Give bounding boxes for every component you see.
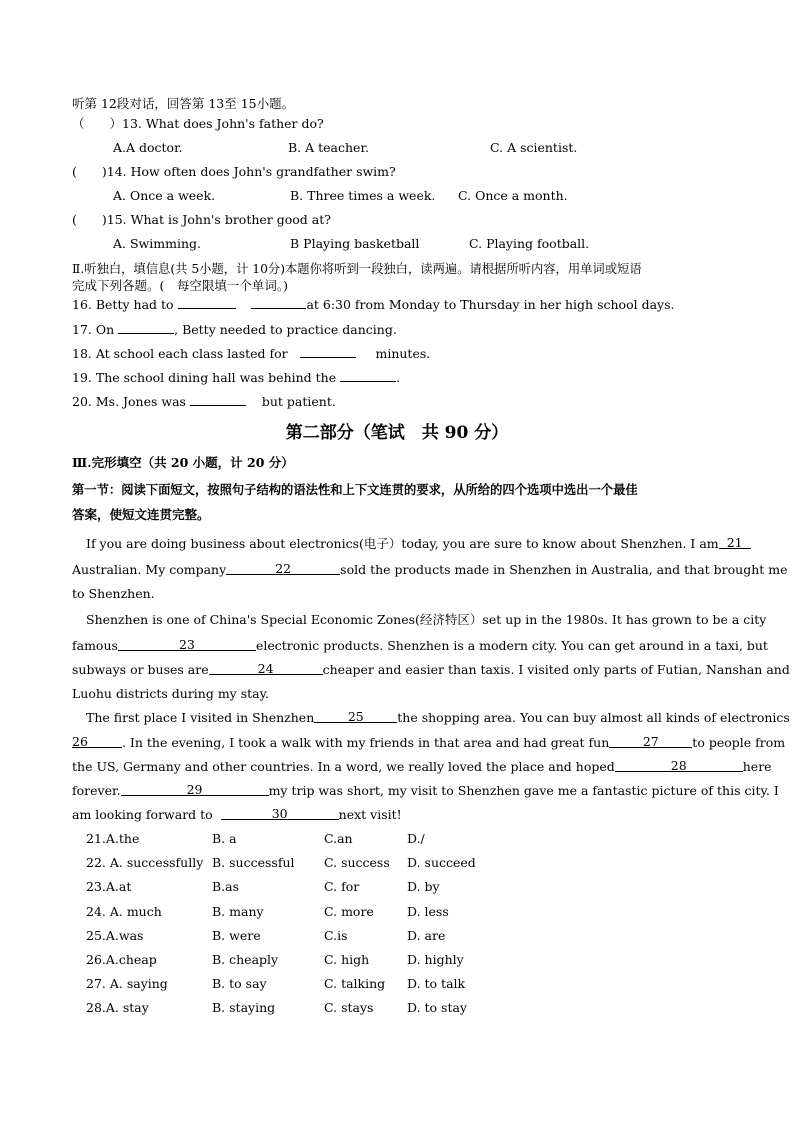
option[interactable]: D. less xyxy=(407,904,449,919)
q14-option-c: C. Once a month. xyxy=(458,188,568,203)
question-13: （ ）13. What does John's father do? xyxy=(72,116,324,131)
blank-25[interactable]: 25 xyxy=(314,710,397,723)
passage-line: Luohu districts during my stay. xyxy=(72,686,269,701)
section2-heading: Ⅱ.听独白，填信息(共 5小题，计 10分)本题你将听到一段独白，读两遍。请根据所听内容，用单词或短语 xyxy=(72,262,642,276)
answer-paren[interactable]: ( ) xyxy=(72,164,107,179)
passage-line: Shenzhen is one of China's Special Economic Zones(经济特区）set up in the 1980s. It has grown to be a city xyxy=(86,612,767,627)
answer-paren[interactable]: （ ） xyxy=(72,116,123,131)
option[interactable]: D. to stay xyxy=(407,1000,467,1015)
q14-option-a: A. Once a week. xyxy=(113,188,216,203)
option[interactable]: C. success xyxy=(324,855,390,870)
passage-line: to Shenzhen. xyxy=(72,586,155,601)
option[interactable]: B. successful xyxy=(212,855,295,870)
option[interactable]: 25.A.was xyxy=(86,928,144,943)
blank-18[interactable] xyxy=(300,345,356,358)
passage-line: Australian. My company 22 sold the products made in Shenzhen in Australia, and that brought me xyxy=(72,561,788,577)
question-14: ( )14. How often does John's grandfather swim? xyxy=(72,164,396,179)
q13-option-a: A.A doctor. xyxy=(113,140,183,155)
option[interactable]: D. highly xyxy=(407,952,464,967)
passage-line: the US, Germany and other countries. In a word, we really loved the place and hoped 28 here xyxy=(72,758,772,774)
question-18: 18. At school each class lasted for minutes. xyxy=(72,346,431,361)
option[interactable]: 21.A.the xyxy=(86,831,140,846)
q15-option-c: C. Playing football. xyxy=(469,236,590,251)
q15-option-a: A. Swimming. xyxy=(113,236,201,251)
section3-instructions-cont: 答案，使短文连贯完整。 xyxy=(72,507,210,522)
section2-heading-cont: 完成下列各题。( 每空限填一个单词。) xyxy=(72,278,289,293)
option[interactable]: 27. A. saying xyxy=(86,976,168,991)
option[interactable]: B. to say xyxy=(212,976,267,991)
section3-heading: Ⅲ.完形填空（共 20 小题，计 20 分） xyxy=(72,455,294,470)
question-15: ( )15. What is John's brother good at? xyxy=(72,212,331,227)
option[interactable]: B. a xyxy=(212,831,237,846)
question-19: 19. The school dining hall was behind the . xyxy=(72,370,401,385)
option[interactable]: B. cheaply xyxy=(212,952,279,967)
option[interactable]: D. are xyxy=(407,928,446,943)
section3-instructions: 第一节：阅读下面短文，按照句子结构的语法性和上下文连贯的要求，从所给的四个选项中选出一个最佳 xyxy=(72,482,638,497)
option[interactable]: B. staying xyxy=(212,1000,276,1015)
option[interactable]: 28.A. stay xyxy=(86,1000,149,1015)
q15-option-b: B Playing basketball xyxy=(290,236,420,251)
question-17: 17. On , Betty needed to practice dancing. xyxy=(72,322,397,337)
option[interactable]: 24. A. much xyxy=(86,904,162,919)
option[interactable]: 26.A.cheap xyxy=(86,952,157,967)
option[interactable]: D./ xyxy=(407,831,425,846)
answer-paren[interactable]: ( ) xyxy=(72,212,107,227)
option[interactable]: C.is xyxy=(324,928,348,943)
blank-30[interactable]: 30 xyxy=(221,807,339,820)
q13-option-b: B. A teacher. xyxy=(288,140,370,155)
passage-line: forever. 29 my trip was short, my visit to Shenzhen gave me a fantastic picture of this city. I xyxy=(72,782,779,798)
passage-line: 26 . In the evening, I took a walk with my friends in that area and had great fun 27 to people from xyxy=(72,734,786,750)
blank-17[interactable] xyxy=(118,321,174,334)
option[interactable]: D. succeed xyxy=(407,855,476,870)
listening-intro: 听第 12段对话，回答第 13至 15小题。 xyxy=(72,96,295,111)
blank-28[interactable]: 28 xyxy=(615,759,743,772)
part2-title: 第二部分（笔试 共 90 分） xyxy=(285,423,509,443)
blank-20[interactable] xyxy=(190,393,246,406)
option[interactable]: C. for xyxy=(324,879,360,894)
blank-24[interactable]: 24 xyxy=(209,662,323,675)
blank-23[interactable]: 23 xyxy=(118,638,256,651)
q13-option-c: C. A scientist. xyxy=(490,140,578,155)
option[interactable]: B. many xyxy=(212,904,264,919)
passage-line: am looking forward to 30 next visit! xyxy=(72,806,402,822)
option[interactable]: C. stays xyxy=(324,1000,374,1015)
blank-27[interactable]: 27 xyxy=(609,735,692,748)
blank-26[interactable]: 26 xyxy=(72,735,122,748)
option[interactable]: B. were xyxy=(212,928,261,943)
q14-option-b: B. Three times a week. xyxy=(290,188,436,203)
option[interactable]: 23.A.at xyxy=(86,879,132,894)
passage-line: If you are doing business about electronics(电子）today, you are sure to know about Shenzhen. I am 21 xyxy=(86,536,722,552)
question-20: 20. Ms. Jones was but patient. xyxy=(72,394,336,409)
option[interactable]: C.an xyxy=(324,831,353,846)
question-16: 16. Betty had to at 6:30 from Monday to Thursday in her high school days. xyxy=(72,297,675,312)
option[interactable]: D. to talk xyxy=(407,976,466,991)
passage-line: The first place I visited in Shenzhen 25 the shopping area. You can buy almost all kinds of electronics xyxy=(86,709,790,725)
blank-16a[interactable] xyxy=(178,296,236,309)
passage-line: subways or buses are 24 cheaper and easier than taxis. I visited only parts of Futian, Nanshan and xyxy=(72,661,790,677)
blank-22[interactable]: 22 xyxy=(226,562,340,575)
option[interactable]: 22. A. successfully xyxy=(86,855,204,870)
blank-19[interactable] xyxy=(340,369,396,382)
option[interactable]: B.as xyxy=(212,879,240,894)
blank-29[interactable]: 29 xyxy=(121,783,269,796)
blank-21[interactable]: 21 xyxy=(719,536,751,549)
option[interactable]: C. more xyxy=(324,904,374,919)
option[interactable]: C. high xyxy=(324,952,370,967)
option[interactable]: D. by xyxy=(407,879,440,894)
passage-line: famous 23 electronic products. Shenzhen is a modern city. You can get around in a taxi, but xyxy=(72,637,768,653)
blank-16b[interactable] xyxy=(251,296,306,309)
option[interactable]: C. talking xyxy=(324,976,386,991)
